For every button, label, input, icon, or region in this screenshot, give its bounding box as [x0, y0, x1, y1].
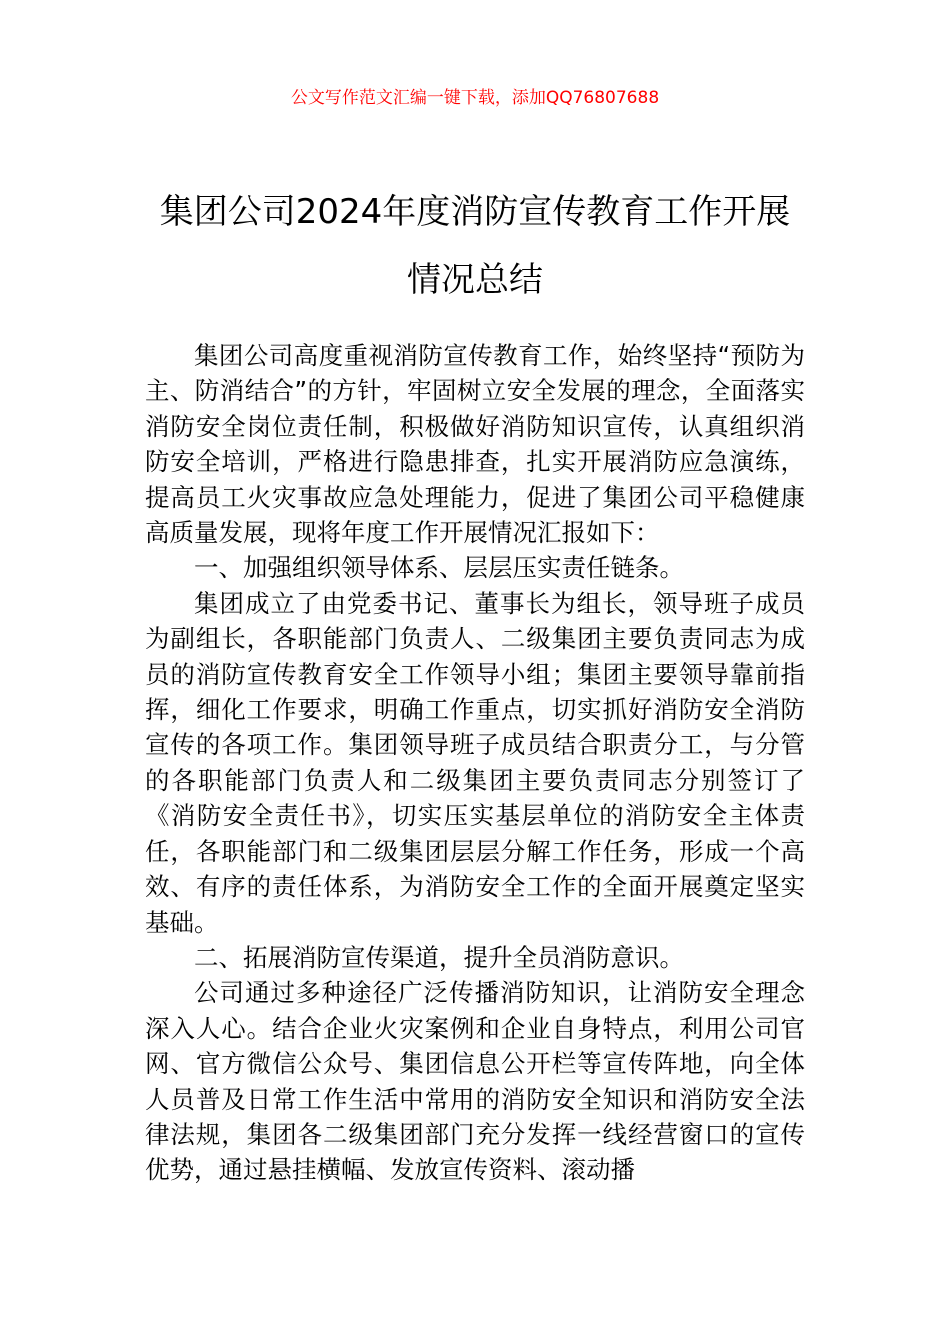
title-line-2: 情况总结 [407, 260, 543, 300]
section-heading-2: 二、拓展消防宣传渠道，提升全员消防意识。 [194, 942, 684, 972]
section-2-paragraph: 公司通过多种途径广泛传播消防知识，让消防安全理念深入人心。结合企业火灾案例和企业自身特点，利用公司官网、官方微信公众号、集团信息公开栏等宣传阵地，向全体人员普及日常工作生活中常用的消防安全知识和消防安全法律法规，集团各二级集团部门充分发挥一线经营窗口的宣传优势，通过悬挂横幅、发放宣传资料、滚动播 [145, 978, 805, 1185]
title-line-1: 集团公司2024年度消防宣传教育工作开展 [159, 192, 791, 232]
document-title [100, 178, 850, 314]
section-heading-1: 一、加强组织领导体系、层层压实责任链条。 [194, 553, 684, 583]
document-body [145, 338, 805, 1188]
download-banner: 公文写作范文汇编一键下载，添加QQ76807688 [290, 88, 660, 108]
section-1-paragraph: 集团成立了由党委书记、董事长为组长，领导班子成员为副组长，各职能部门负责人、二级集团主要负责同志为成员的消防宣传教育安全工作领导小组；集团主要领导靠前指挥，细化工作要求，明确工作重点，切实抓好消防安全消防宣传的各项工作。集团领导班子成员结合职责分工，与分管的各职能部门负责人和二级集团主要负责同志分别签订了《消防安全责任书》，切实压实基层单位的消防安全主体责任，各职能部门和二级集团层层分解工作任务，形成一个高效、有序的责任体系，为消防安全工作的全面开展奠定坚实基础。 [145, 588, 805, 937]
intro-paragraph: 集团公司高度重视消防宣传教育工作，始终坚持“预防为主、防消结合”的方针，牢固树立安全发展的理念，全面落实消防安全岗位责任制，积极做好消防知识宣传，认真组织消防安全培训，严格进行隐患排查，扎实开展消防应急演练，提高员工火灾事故应急处理能力，促进了集团公司平稳健康高质量发展，现将年度工作开展情况汇报如下： [145, 341, 805, 548]
